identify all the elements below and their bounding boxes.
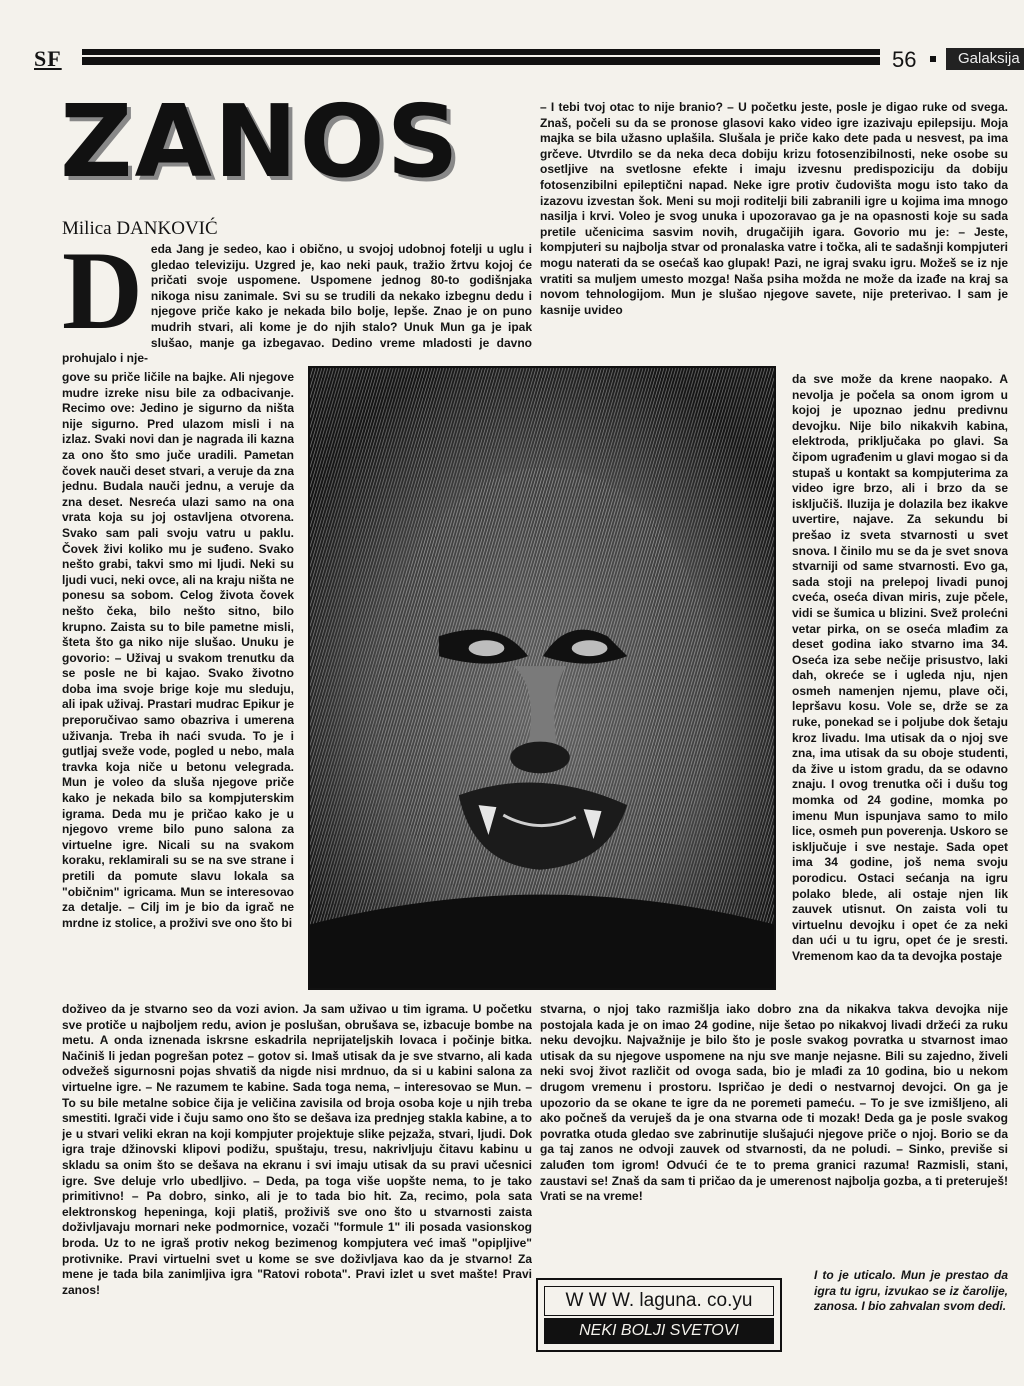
ending-text: I to je uticalo. Mun je prestao da igra tu igru, izvukao se iz čarolije, zanosa. I bio zahvalan svom dedi. (814, 1268, 1008, 1314)
header-dot-icon (930, 56, 936, 62)
bottom-right-text: stvarna, o njoj tako razmišlja iako dobro zna da nikakva takva devojka nije postojala kada je on imao 24 godine, nije šetao po nikakvoj livadi držeći za ruku neku devojku. Najvažnije je bilo što je posle svakog povratka u stvarnost imao utisak da su njegove uspomene na nju sve manje nejasne. Bili su zajedno, živeli neki svoj život različit od ovoga sada, bio je mlađi za 10 godina, bio u nekom drugom vremenu i prostoru. Ispričao je dedi o nestvarnoj devojci. On ga je upozorio da se okane te igre da ne poremeti pameću. – To je sve izmišljeno, ali ako počneš da veruješ da je ona stvarna ode ti mozak! Deda ga je posle svakog povratka otuda gledao sve zabrinutije slušajući njegove priče o njoj. Borio se da ga taj zanos ne odvoji zauvek od stvarnosti, da ne poludi. – Sinko, previše si zaluđen tom igrom! Odvući će te to prema granici razuma! Razmisli, stani, zaustavi se! Znaš da sam ti pričao da je umerenost najbolja gozba, a ti preteruješ! Vrati se na vreme! (540, 1002, 1008, 1204)
right-mid-text: da sve može da krene naopako. A nevolja je počela sa onom igrom u kojoj je upoznao jednu predivnu devojku. Nije bilo nikakvih kabina, elektroda, priključaka po glavi. Sa čipom ugrađenim u glavi mogao si da stupaš u kontakt sa kompjuterima za video igre brzo, ali i brzo da se isključiš. Iluzija je dolazila bez ikakve uvertire, najave. Za sekundu bi prešao iz sveta stvarnosti u svet snova. I činilo mu se da je svet snova stvarniji od same stvarnosti. Evo ga, sada stoji na prelepoj livadi punoj cveća, oseća divan miris, zuje pčele, vidi se šumica u blizini. Svež prolećni vetar pirka, on se oseća mlađim za deset godina iako stvarno ima 34. Oseća iza sebe nečije prisustvo, laki dah, okreće se i ugleda nju, njen osmeh namenjen njemu, plave oči, lepršavu kosu. Vole se, drže se za ruke, ponekad se i poljube dok šetaju kroz livadu. Ima utisak da o njoj sve zna, ima utisak da su oboje studenti, da žive u istom gradu, da se odavno znaju. I ovog trenutka oči i dušu tog momka od 24 godine, momka po imenu Mun ispunjava samo to milo lice, osmeh pun poverenja. Uskoro se isključuje i sve nestaje. Sada opet ima 34 godine, još nema svoju porodicu. Ostaci sećanja na igru polako blede, ali ostaje njen lik zauvek utisnut. On zaista voli tu virtuelnu devojku i opet će za neki dan ući u tu igru, opet će je sresti. Vremenom kao da ta devojka postaje (792, 372, 1008, 963)
werewolf-icon (310, 368, 774, 988)
right-column-top (540, 100, 1008, 366)
right-top-text: – I tebi tvoj otac to nije branio? – U početku jeste, posle je digao ruke od svega. Znaš, počeli su da se pronose glasovi kako video igre izazivaju epilepsiju. Moja majka se bila užasno uplašila. Slušala je priče kako dete pada u nesvest, pa ima grčeve. Utvrdilo se da neka deca dobiju krizu fotosenzibilnosti, neke osobe su osetljive na svetlosne efekte i imaju izvesnu predispoziciju da dobiju fotosenzibilni epileptični napad. Neke igre protiv čudovišta mogu isto tako da izazovu izvestan šok. Meni su moji roditelji bili zabranili igre u kojima ima mnogo nasilja i krvi. Voleo je svog unuka i upozoravao ga je na opasnosti koje su sada pretile učenicima sasvim novih, drugačijih igara. Govorio mu je: – Jeste, kompjuteri su najbolja stvar od pronalaska vatre i točka, ali te sadašnji kompjuteri mogu naterati da se osećaš kao glupak! Pazi, ne igraj svaku igru. Možeš se iz nje vratiti sa muljem umesto mozga! Naša psiha možda ne može da izađe na kraj sa novom tehnologijom. Mun je slušao njegove savete, nije preterivao. I sam je kasnije uvideo (540, 100, 1008, 317)
drop-cap: D (62, 242, 143, 353)
werewolf-portrait-illustration (308, 366, 776, 990)
left-column-text: gove su priče ličile na bajke. Ali njegove mudre izreke nisu bile za odbacivanje. Recimo ove: Jedino je sigurno da ništa nije sigurno. Pred ulazom misli i na izlaz. Svaki novi dan je nagrada ili kazna za ono što smo juče uradili. Pametan čovek nauči deset stvari, a veruje da zna jednu. Budala nauči jednu, a veruje da zna deset. Nesreća ulazi samo na ona vrata koja su joj ostavljena otvorena. Svako sam pali svoju vatru u paklu. Čovek živi koliko mu je suđeno. Svako nešto grabi, takvi smo mi ljudi. Neki su ljudi vuci, neki ovce, ali na kraju ništa ne ponesu sa sobom. Celog života čovek nešto čeka, bilo nešto sitno, bilo krupno. Zaista su to bile pametne misli, šteta što ga niko nije slušao. Unuku je govorio: – Uživaj u svakom trenutku da se posle ne bi kajao. Svako životno doba ima svoje brige koje mu sleduju, ali ipak uživaj. Prastari mudrac Epikur je preporučivao samo obazriva i umerena uživanja. Treba ih naći svuda. To je i gutljaj sveže vode, pogled u nebo, mala travka koja niče u betonu velegrada. Mun je voleo da sluša njegove priče kako je nekada bilo sa kompjuterskim igrama. Deda mu je pričao kako je u njegovo vreme bilo puno salona za virtuelne igre. Nicali su na svakom koraku, reklamirali su se na sve strane i pretili da pomute slavu lokala sa "običnim" igricama. Mun se interesovao za detalje. – Cilj im je bio da igrač ne mrdne iz stolice, a proživi sve ono što bi (62, 370, 294, 930)
page-number: 56 (892, 47, 917, 72)
page-header (34, 44, 1020, 74)
header-rule (82, 49, 880, 65)
laguna-advertisement (536, 1278, 782, 1352)
intro-text: eda Jang je sedeo, kao i obično, u svojoj udobnoj fotelji u uglu i gledao televiziju. Uzgred je, kao neki pauk, tražio žrtvu kojoj će pričati svoje uspomene. Uspomene jednog 80-to godišnjaka nikoga nisu zanimale. Svi su se trudili da nekako izbegnu dedu i njegove priče kako je nekada bilo bolje, lepše. Znao je on puno mudrih stvari, ali kome je do njih stalo? Unuk Mun ga je ipak slušao, manje ga izbegavao. Dedino vreme mladosti je davno prohujalo i nje- (62, 242, 532, 366)
bottom-right-column (540, 1002, 1008, 1264)
intro-block (62, 242, 532, 370)
right-column-middle (792, 372, 1008, 998)
ad-url[interactable]: W W W. laguna. co.yu (544, 1286, 774, 1316)
article-title: ZANOS (60, 83, 461, 200)
left-column (62, 370, 294, 1000)
bottom-left-column (62, 1002, 532, 1342)
bottom-left-text: doživeo da je stvarno seo da vozi avion. Ja sam uživao u tim igrama. U početku sve protiče u najboljem redu, avion je poslušan, obrušava se, izbacuje bombe na metu. A onda iznenada iskrsne eskadrila neprijateljskih lovaca i počinje bitka. Načiniš li jedan pogrešan potez – gotov si. Imaš utisak da je sve stvarno, ali kada odvežeš sigurnosni pojas shvatiš da nigde nisi mrdnuo, da si u kabini salona za virtuelne igre. – Ne razumem te kabine. Sada toga nema, – interesovao se Mun. – To su bile metalne sobice čija je veličina zavisila od broja osoba koje u njih treba smestiti. Igrači vide i čuju samo ono što se dešava iza prednjeg stakla kabine, a to je u stvari veliki ekran na koji kompjuter projektuje slike pejzaža, stvari, ljudi. Dok igra traje džinovski klipovi podižu, spuštaju, tresu, nakrivljuju čitavu kabinu u skladu sa onim što se dešava na ekranu i svi imaju utisak da su pravi učesnici igre. Sve deluje vrlo ubedljivo. – Deda, pa toga više uopšte nema, to je tako primitivno! – Pa dobro, sinko, ali je to tada bio hit. Za, recimo, pola sata elektronskog hepeninga, koji platiš, proživiš sve ono što u stvarnosti zaista doživljavaju mornari neke podmornice, vozači "formule 1" ili posada vasionskog broda. Uz to ne igraš protiv nekog bezimenog kompjutera već imaš "opipljive" protivnike. Pravi virtuelni svet u kome se sve doživljava kao da je stvarno! Za mene je tada bila zanimljiva igra "Ratovi robota". Pravi izlet u svet mašte! Pravi zanos! (62, 1002, 532, 1297)
section-label: SF (34, 46, 62, 71)
ending-paragraph (814, 1268, 1008, 1362)
magazine-badge: Galaksija (946, 48, 1024, 70)
ad-slogan: NEKI BOLJI SVETOVI (544, 1318, 774, 1344)
article-author: Milica DANKOVIĆ (62, 218, 218, 239)
